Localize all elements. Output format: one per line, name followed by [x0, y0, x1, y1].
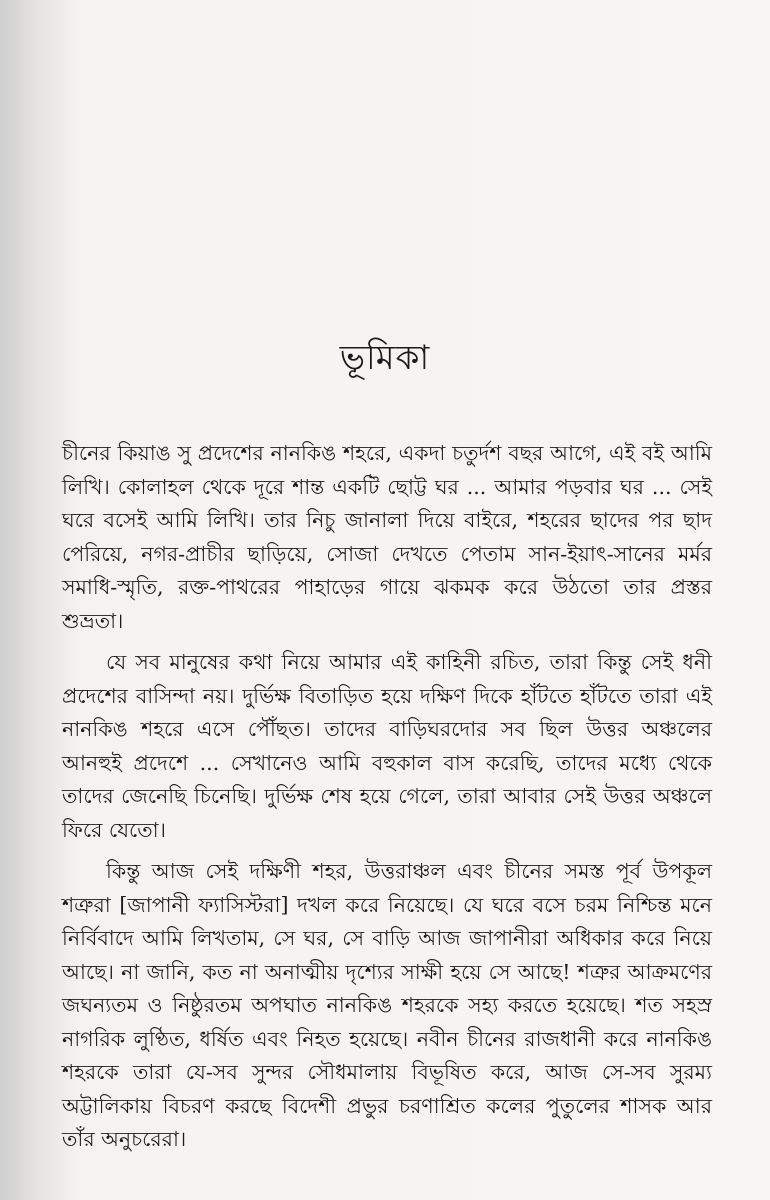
paragraph-1: চীনের কিয়াঙ সু প্রদেশের নানকিঙ শহরে, একদা চতুর্দশ বছর আগে, এই বই আমি লিখি। কোলাহল থেকে দূরে শান্ত একটি ছোট্ট ঘর ... আমার পড়বার ঘর ... সেই ঘরে বসেই আমি লিখি। তার নিচু জানালা দিয়ে বাইরে, শহরের ছাদের পর ছাদ পেরিয়ে, নগর-প্রাচীর ছাড়িয়ে, সোজা দেখতে পেতাম সান-ইয়াৎ-সানের মর্মর সমাধি-স্মৃতি, রক্ত-পাথরের পাহাড়ের গায়ে ঝকমক করে উঠতো তার প্রস্তর শুভ্রতা। [62, 441, 712, 633]
paragraph-3: কিন্তু আজ সেই দক্ষিণী শহর, উত্তরাঞ্চল এবং চীনের সমস্ত পূর্ব উপকূল শত্রুরা [জাপানী ফ্যাসিস্টরা] দখল করে নিয়েছে। যে ঘরে বসে চরম নিশ্চিন্ত মনে নির্বিবাদে আমি লিখতাম, সে ঘর, সে বাড়ি আজ জাপানীরা অধিকার করে নিয়ে আছে। না জানি, কত না অনাত্মীয় দৃশ্যের সাক্ষী হয়ে সে আছে! শত্রুর আক্রমণের জঘন্যতম ও নিষ্ঠুরতম অপঘাত নানকিঙ শহরকে সহ্য করতে হয়েছে। শত সহস্র নাগরিক লুণ্ঠিত, ধর্ষিত এবং নিহত হয়েছে। নবীন চীনের রাজধানী করে নানকিঙ শহরকে তারা যে-সব সুন্দর সৌধমালায় বিভূষিত করে, আজ সে-সব সুরম্য অট্টালিকায় বিচরণ করছে বিদেশী প্রভুর চরণাশ্রিত কলের পুতুলের শাসক আর তাঁর অনুচরেরা। [62, 859, 712, 1151]
page-title: ভূমিকা [339, 338, 431, 378]
body-text [62, 437, 712, 1165]
paragraph-2: যে সব মানুষের কথা নিয়ে আমার এই কাহিনী রচিত, তারা কিন্তু সেই ধনী প্রদেশের বাসিন্দা নয়। দুর্ভিক্ষ বিতাড়িত হয়ে দক্ষিণ দিকে হাঁটতে হাঁটতে তারা এই নানকিঙ শহরে এসে পৌঁছত। তাদের বাড়িঘরদোর সব ছিল উত্তর অঞ্চলের আনহুই প্রদেশে ... সেখানেও আমি বহুকাল বাস করেছি, তাদের মধ্যে থেকে তাদের জেনেছি চিনেছি। দুর্ভিক্ষ শেষ হয়ে গেলে, তারা আবার সেই উত্তর অঞ্চলে ফিরে যেতো। [62, 650, 712, 842]
